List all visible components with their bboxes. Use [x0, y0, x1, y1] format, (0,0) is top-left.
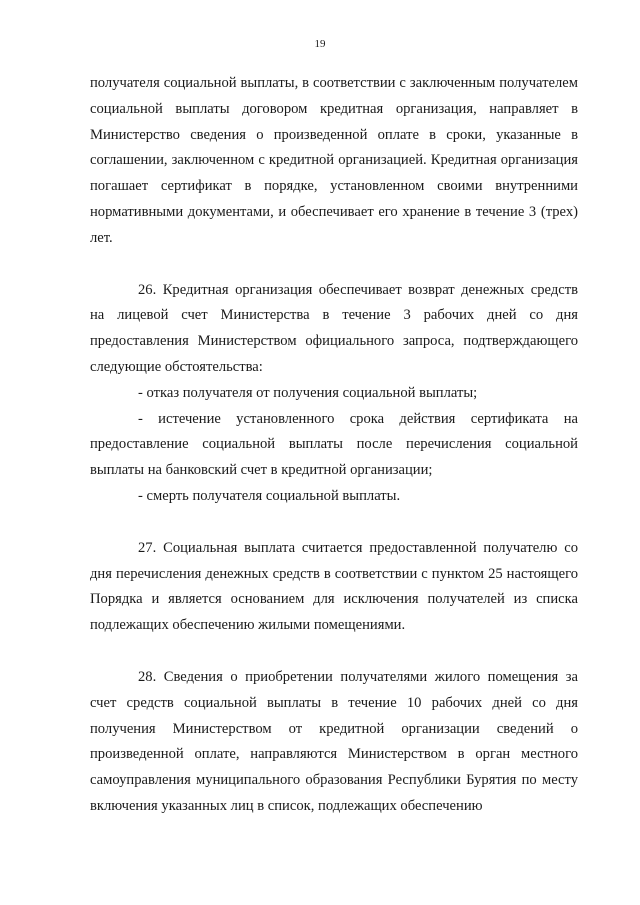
document-body — [90, 71, 578, 820]
paragraph-item-28: 28. Сведения о приобретении получателями жилого помещения за счет средств социальной выплаты в течение 10 рабочих дней со дня получения Министерством от кредитной организации сведений о произведенной оплате, направляются Министерством в орган местного самоуправления муниципального образования Республики Бурятия по месту включения указанных лиц в список, подлежащих обеспечению — [90, 668, 578, 814]
page-number: 19 — [314, 38, 326, 50]
list-item-refusal: - отказ получателя от получения социальной выплаты; — [138, 384, 478, 401]
paragraph-item-27: 27. Социальная выплата считается предоставленной получателю со дня перечисления денежных средств в соответствии с пунктом 25 настоящего Порядка и является основанием для исключения получателей из списка подлежащих обеспечению жилыми помещениями. — [90, 539, 578, 634]
list-item-expiry: - истечение установленного срока действия сертификата на предоставление социальной выплаты после перечисления социальной выплаты на банковский счет в кредитной организации; — [90, 410, 578, 479]
paragraph-continuation: получателя социальной выплаты, в соответствии с заключенным получателем социальной выплаты договором кредитная организация, направляет в Министерство сведения о произведенной оплате в сроки, указанные в соглашении, заключенном с кредитной организацией. Кредитная организация погашает сертификат в порядке, установленном своими внутренними нормативными документами, и обеспечивает его хранение в течение 3 (трех) лет. — [90, 75, 578, 246]
paragraph-item-26: 26. Кредитная организация обеспечивает возврат денежных средств на лицевой счет Министерства в течение 3 рабочих дней со дня предоставления Министерством официального запроса, подтверждающего следующие обстоятельства: — [90, 281, 578, 375]
list-item-death: - смерть получателя социальной выплаты. — [138, 487, 401, 504]
